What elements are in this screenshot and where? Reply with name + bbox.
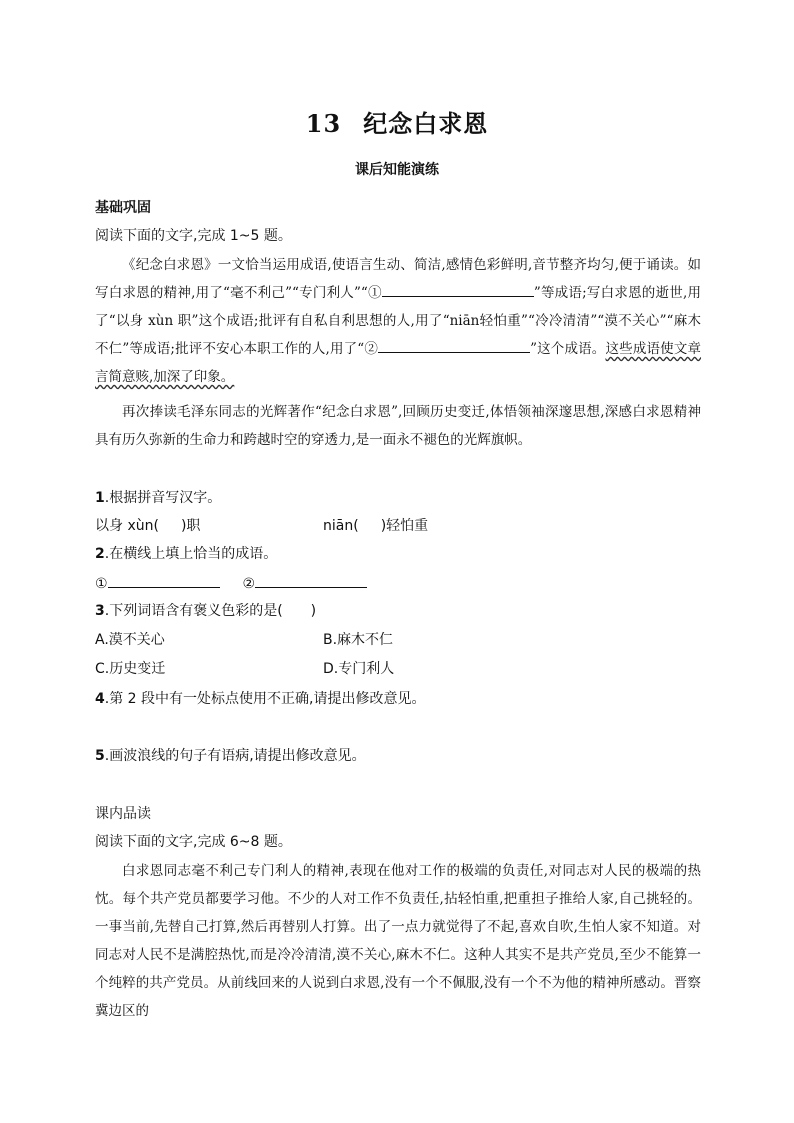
question-4 xyxy=(95,688,705,708)
blank-label-1: ① xyxy=(367,285,382,301)
answer-blank-2[interactable] xyxy=(378,337,530,353)
q3-option-b: B.麻木不仁 xyxy=(323,632,394,648)
blank-label-2: ② xyxy=(364,341,379,357)
question-1-number: 1 xyxy=(95,490,105,506)
question-1-text: .根据拼音写汉字。 xyxy=(104,490,222,506)
q3-option-c: C.历史变迁 xyxy=(95,661,166,677)
q2-answer-b[interactable] xyxy=(255,572,367,588)
q3-option-a: A.漠不关心 xyxy=(95,632,165,648)
section-heading-basics: 基础巩固 xyxy=(95,200,151,216)
question-3-text: .下列词语含有褒义色彩的是( xyxy=(104,603,283,619)
section-heading-reading: 课内品读 xyxy=(95,806,151,822)
lesson-title: 纪念白求恩 xyxy=(363,109,489,138)
question-3 xyxy=(95,600,705,620)
q1-item-b-suffix: )轻怕重 xyxy=(380,518,429,534)
q2-answer-a[interactable] xyxy=(108,572,220,588)
q1-item-a-prefix: 以身 xùn( xyxy=(95,518,159,534)
question-2-text: .在横线上填上恰当的成语。 xyxy=(104,546,278,562)
passage-text-c: ”这个成语。 xyxy=(530,341,606,357)
q2-label-a: ① xyxy=(95,576,108,592)
question-5-text: .画波浪线的句子有语病,请提出修改意见。 xyxy=(104,748,366,764)
question-1 xyxy=(95,487,705,507)
reading-passage: 白求恩同志毫不利己专门利人的精神,表现在他对工作的极端的负责任,对同志对人民的极端的热忱。每个共产党员都要学习他。不少的人对工作不负责任,拈轻怕重,把重担子推给人家,自己挑轻的。一事当前,先替自己打算,然后再替别人打算。出了一点力就觉得了不起,喜欢自吹,生怕人家不知道。对同志对人民不是满腔热忱,而是冷冷清清,漠不关心,麻木不仁。这种人其实不是共产党员,至少不能算一个纯粹的共产党员。从前线回来的人说到白求恩,没有一个不佩服,没有一个不为他的精神所感动。晋察冀边区的 xyxy=(95,863,701,1019)
page-title xyxy=(0,104,794,139)
wavy-underlined-sentence: 这些成语使文章言简意赅,加深了印象。 xyxy=(95,341,702,385)
question-3-close: ) xyxy=(310,603,317,619)
q1-item-a-suffix: )职 xyxy=(180,518,201,534)
question-2-number: 2 xyxy=(95,546,105,562)
answer-blank-1[interactable] xyxy=(382,281,534,297)
section-instruction-1: 阅读下面的文字,完成 1~5 题。 xyxy=(95,228,292,244)
passage-text-a: 《纪念白求恩》一文恰当运用成语,使语言生动、简洁,感情色彩鲜明,音节整齐均匀,便于诵读。如写白求恩的精神,用了“毫不利己”“专门利人”“ xyxy=(95,257,701,301)
passage-text-b: ”等成语;写白求恩的逝世,用了“以身 xùn 职”这个成语;批评有自私自利思想的人,用了“niān轻怕重”“冷冷清清”“漠不关心”“麻木不仁”等成语;批评不安心本职工作的人,用了“ xyxy=(95,285,702,357)
lesson-number: 13 xyxy=(305,109,342,138)
passage-paragraph-1 xyxy=(95,251,701,391)
question-1-item-b xyxy=(323,515,428,535)
section-instruction-2: 阅读下面的文字,完成 6~8 题。 xyxy=(95,834,292,850)
passage-paragraph-2: 再次捧读毛泽东同志的光辉著作“纪念白求恩”,回顾历史变迁,体悟领袖深邃思想,深感白求恩精神具有历久弥新的生命力和跨越时空的穿透力,是一面永不褪色的光辉旗帜。 xyxy=(95,404,701,448)
q3-option-d: D.专门利人 xyxy=(323,661,395,677)
question-4-number: 4 xyxy=(95,691,105,707)
question-2 xyxy=(95,543,705,563)
question-3-number: 3 xyxy=(95,603,105,619)
question-1-item-a xyxy=(95,515,200,535)
q2-label-b: ② xyxy=(242,576,256,592)
page-subtitle: 课后知能演练 xyxy=(355,162,439,178)
question-2-blanks xyxy=(95,572,367,592)
question-5-number: 5 xyxy=(95,748,105,764)
question-5 xyxy=(95,745,705,765)
question-4-text: .第 2 段中有一处标点使用不正确,请提出修改意见。 xyxy=(104,691,426,707)
q1-item-b-prefix: niān( xyxy=(323,518,359,534)
